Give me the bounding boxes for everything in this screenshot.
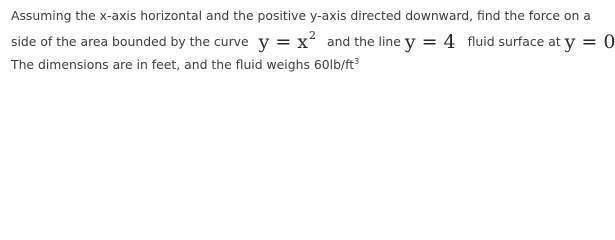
problem-line-1: Assuming the x-axis horizontal and the positive y-axis directed downward, find the force on a — [11, 8, 591, 23]
problem-text — [11, 0, 615, 78]
problem-line-2-text-b: and the line — [326, 34, 401, 49]
line-equation: y = 4 — [404, 31, 456, 53]
surface-equation: y = 0 — [564, 31, 615, 53]
unit-exponent: 3 — [354, 57, 360, 66]
problem-line-2-text-c: fluid surface at — [467, 34, 561, 49]
problem-line-3-text: The dimensions are in feet, and the fluid weighs 60lb/ft — [11, 57, 355, 72]
problem-line-2-text-a: side of the area bounded by the curve — [11, 34, 249, 49]
problem-line-2 — [11, 29, 615, 53]
curve-equation-exponent: 2 — [309, 29, 317, 42]
problem-line-3 — [11, 57, 359, 75]
curve-equation — [259, 31, 315, 53]
curve-equation-base: y = x — [258, 31, 309, 53]
